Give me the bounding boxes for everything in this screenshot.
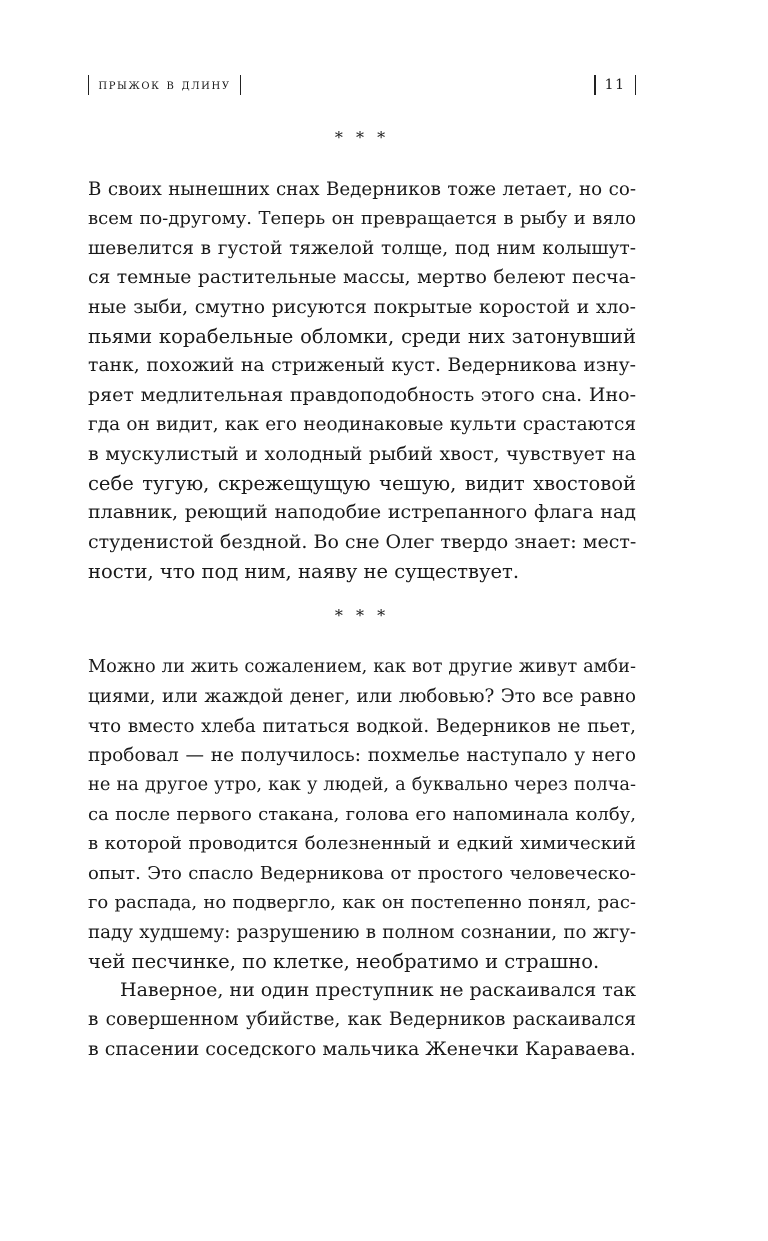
running-title-group (88, 75, 241, 95)
text-line: ряет медлительная правдоподобность этого сна. Ино- (88, 383, 636, 406)
running-title: прыжок в длину (98, 77, 231, 93)
section-separator: * * * (334, 606, 390, 625)
text-line: са после первого стакана, голова его напоминала колбу, (88, 803, 636, 825)
text-line: опыт. Это спасло Ведерникова от простого человеческо- (88, 862, 636, 884)
text-line: пробовал — не получилось: похмелье наступало у него (88, 745, 636, 767)
text-line: всем по-другому. Теперь он превращается в рыбу и вяло (88, 208, 636, 230)
text-line: Наверное, ни один преступник не раскаивался так (120, 979, 637, 1001)
text-line: в совершенном убийстве, как Ведерников раскаивался (88, 1009, 636, 1031)
page-number-rule-right (635, 75, 636, 95)
text-line: танк, похожий на стриженый куст. Ведерникова изну- (88, 355, 636, 377)
section-separator: * * * (334, 128, 390, 147)
text-line: циями, или жаждой денег, или любовью? Это все равно (88, 686, 636, 708)
text-line: го распада, но подвергло, как он постепенно понял, рас- (88, 892, 636, 914)
text-line: паду худшему: разрушению в полном сознании, по жгу- (88, 921, 636, 943)
text-line: плавник, реющий наподобие истрепанного флага над (88, 501, 636, 524)
text-line: гда он видит, как его неодинаковые культи срастаются (88, 414, 636, 436)
paragraph (88, 976, 636, 1064)
text-line: В своих нынешних снах Ведерников тоже летает, но со- (88, 179, 636, 200)
text-line: ности, что под ним, наяву не существует. (88, 560, 520, 584)
text-line: пьями корабельные обломки, среди них затонувший (88, 324, 636, 348)
running-header (88, 74, 636, 96)
text-line: ные зыби, смутно рисуются покрытые коростой и хло- (88, 296, 636, 318)
page-number-group (594, 75, 636, 95)
text-line: в которой проводится болезненный и едкий химический (88, 833, 636, 855)
text-line: шевелится в густой тяжелой толще, под ним колышут- (88, 237, 636, 259)
text-line: не на другое утро, как у людей, а буквально через полча- (88, 774, 636, 795)
page-number: 11 (604, 77, 626, 93)
text-line: Можно ли жить сожалением, как вот другие живут амби- (88, 657, 636, 677)
text-line: ся темные растительные массы, мертво белеют песча- (88, 267, 636, 289)
header-rule-right (240, 75, 241, 95)
paragraph (88, 175, 636, 586)
text-line: студенистой бездной. Во сне Олег твердо знает: мест- (88, 530, 637, 553)
text-line: себе тугую, скрежещущую чешую, видит хвостовой (88, 471, 636, 495)
text-line: в спасении соседского мальчика Женечки Караваева. (88, 1037, 636, 1060)
text-line: чей песчинке, по клетке, необратимо и страшно. (88, 949, 600, 973)
text-line: в мускулистый и холодный рыбий хвост, чувствует на (88, 442, 636, 465)
text-line: что вместо хлеба питаться водкой. Ведерников не пьет, (88, 715, 636, 737)
paragraph (88, 653, 636, 976)
